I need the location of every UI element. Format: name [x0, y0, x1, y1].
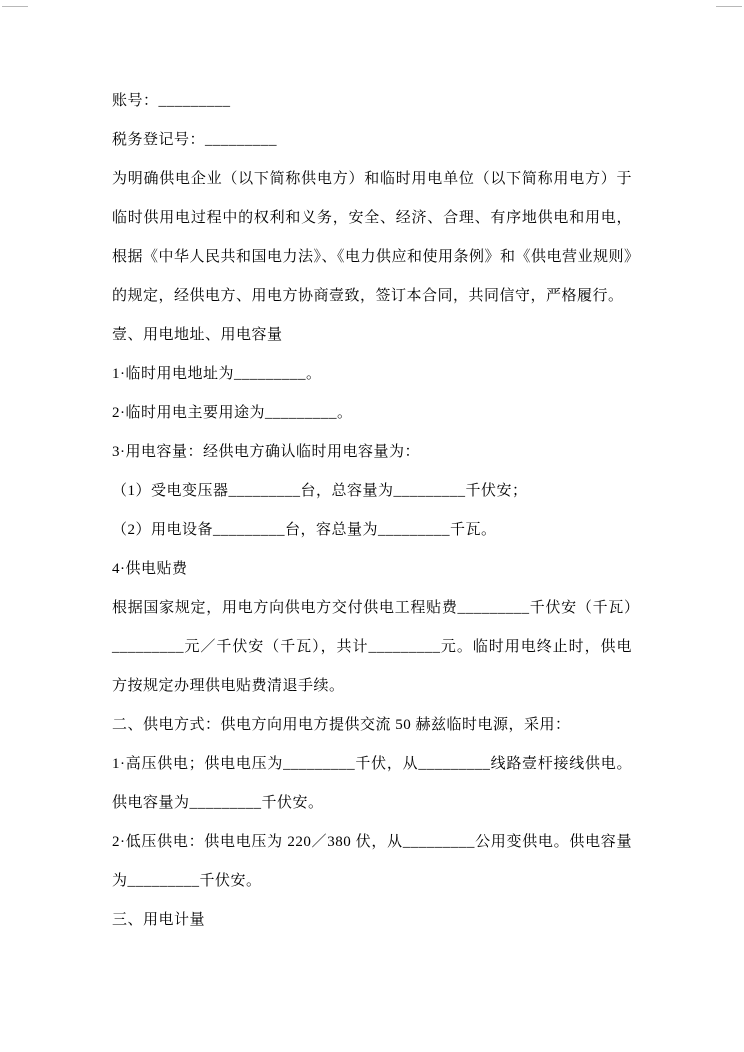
field-tax-registration: 税务登记号：_________	[112, 132, 278, 148]
page-corner-mark-right	[716, 6, 742, 7]
document-body	[112, 82, 632, 940]
page-corner-mark-left	[2, 6, 28, 7]
clause-1-4-fee-heading: 4·供电贴费	[112, 561, 188, 577]
clause-2-2-low-voltage: 2·低压供电：供电电压为 220／380 伏，从_________公用变供电。供电容量为_________千伏安。	[112, 834, 632, 889]
section-3-heading: 三、用电计量	[112, 912, 206, 928]
clause-1-3-2-equipment: （2）用电设备_________台，容总量为_________千瓦。	[112, 522, 497, 538]
section-2-heading: 二、供电方式：供电方向用电方提供交流 50 赫兹临时电源，采用：	[112, 717, 571, 733]
field-account-number: 账号：_________	[112, 93, 231, 109]
clause-1-1-address: 1·临时用电地址为_________。	[112, 366, 322, 382]
clause-1-4-fee-detail: 根据国家规定，用电方向供电方交付供电工程贴费_________千伏安（千瓦）_________元／千伏安（千瓦），共计_________元。临时用电终止时，供电方按规定办理供电贴费清退手续。	[112, 600, 632, 694]
clause-2-1-high-voltage: 1·高压供电；供电电压为_________千伏，从_________线路壹杆接线供电。供电容量为_________千伏安。	[112, 756, 632, 811]
clause-1-3-1-transformer: （1）受电变压器_________台，总容量为_________千伏安；	[112, 483, 528, 499]
clause-1-3-capacity: 3·用电容量：经供电方确认临时用电容量为：	[112, 444, 420, 460]
preamble-paragraph: 为明确供电企业（以下简称供电方）和临时用电单位（以下简称用电方）于临时供用电过程中的权利和义务，安全、经济、合理、有序地供电和用电，根据《中华人民共和国电力法》、《电力供应和使用条例》和《供电营业规则》的规定，经供电方、用电方协商壹致，签订本合同，共同信守，严格履行。	[112, 171, 633, 304]
section-1-heading: 壹、用电地址、用电容量	[112, 327, 283, 343]
clause-1-2-usage: 2·临时用电主要用途为_________。	[112, 405, 353, 421]
